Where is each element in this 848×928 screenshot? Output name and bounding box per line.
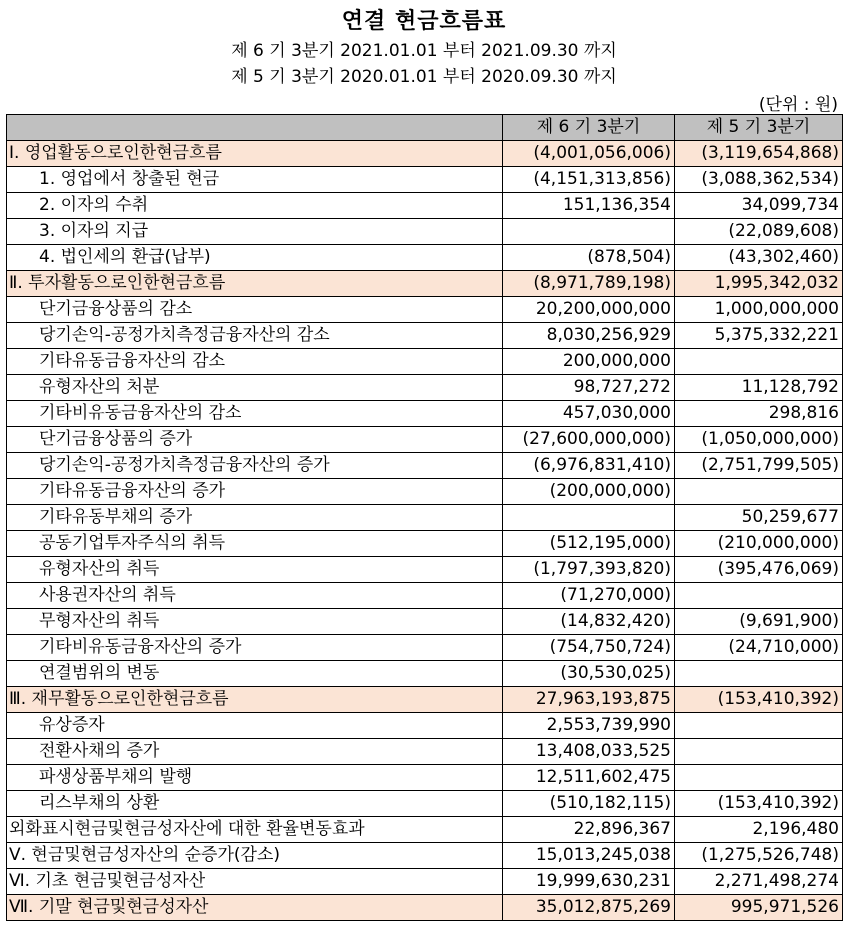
value-prior (675, 739, 843, 765)
value-prior: (3,119,654,868) (675, 141, 843, 167)
row-label: 4. 법인세의 환급(납부) (7, 245, 503, 271)
value-current: (4,001,056,006) (503, 141, 675, 167)
value-prior: (3,088,362,534) (675, 167, 843, 193)
value-prior (675, 583, 843, 609)
value-current: (30,530,025) (503, 661, 675, 687)
row-label: Ⅲ. 재무활동으로인한현금흐름 (7, 687, 503, 713)
table-row (7, 765, 843, 791)
value-current: (14,832,420) (503, 609, 675, 635)
section-row (7, 271, 843, 297)
row-label: 기타유동금융자산의 감소 (7, 349, 503, 375)
value-current: 20,200,000,000 (503, 297, 675, 323)
value-current: 457,030,000 (503, 401, 675, 427)
value-current: (200,000,000) (503, 479, 675, 505)
table-row (7, 245, 843, 271)
value-current: 13,408,033,525 (503, 739, 675, 765)
row-label: 무형자산의 취득 (7, 609, 503, 635)
header-current-period: 제 6 기 3분기 (503, 115, 675, 141)
table-row (7, 609, 843, 635)
row-label: 1. 영업에서 창출된 현금 (7, 167, 503, 193)
table-row (7, 193, 843, 219)
table-row (7, 349, 843, 375)
row-label: 단기금융상품의 증가 (7, 427, 503, 453)
table-header-row (7, 115, 843, 141)
value-current: (878,504) (503, 245, 675, 271)
value-current: 15,013,245,038 (503, 843, 675, 869)
value-prior: (2,751,799,505) (675, 453, 843, 479)
period-current: 제 6 기 3분기 2021.01.01 부터 2021.09.30 까지 (231, 41, 617, 61)
row-label: Ⅰ. 영업활동으로인한현금흐름 (7, 141, 503, 167)
row-label: 유상증자 (7, 713, 503, 739)
row-label: 전환사채의 증가 (7, 739, 503, 765)
value-current: (1,797,393,820) (503, 557, 675, 583)
value-current: 8,030,256,929 (503, 323, 675, 349)
value-current: (71,270,000) (503, 583, 675, 609)
value-prior (675, 661, 843, 687)
value-current (503, 219, 675, 245)
table-row (7, 661, 843, 687)
value-prior (675, 479, 843, 505)
table-row (7, 401, 843, 427)
value-current: (6,976,831,410) (503, 453, 675, 479)
value-prior: 298,816 (675, 401, 843, 427)
table-row (7, 505, 843, 531)
section-row (7, 687, 843, 713)
value-current: 27,963,193,875 (503, 687, 675, 713)
row-label: 기타비유동금융자산의 감소 (7, 401, 503, 427)
value-current: 35,012,875,269 (503, 895, 675, 921)
value-current: 12,511,602,475 (503, 765, 675, 791)
table-row (7, 739, 843, 765)
table-row (7, 323, 843, 349)
table-row (7, 167, 843, 193)
header-prior-period: 제 5 기 3분기 (675, 115, 843, 141)
table-row (7, 531, 843, 557)
value-prior: 2,196,480 (675, 817, 843, 843)
table-row (7, 453, 843, 479)
value-current: 19,999,630,231 (503, 869, 675, 895)
row-label: 기타비유동금융자산의 증가 (7, 635, 503, 661)
value-prior (675, 349, 843, 375)
value-prior: 11,128,792 (675, 375, 843, 401)
value-prior: (22,089,608) (675, 219, 843, 245)
unit-label: (단위 : 원) (758, 95, 838, 115)
row-label: Ⅱ. 투자활동으로인한현금흐름 (7, 271, 503, 297)
value-prior: 50,259,677 (675, 505, 843, 531)
table-row (7, 297, 843, 323)
value-prior: 34,099,734 (675, 193, 843, 219)
value-prior: (43,302,460) (675, 245, 843, 271)
value-prior: 995,971,526 (675, 895, 843, 921)
value-current (503, 505, 675, 531)
cash-flow-table (6, 114, 843, 921)
value-current: (512,195,000) (503, 531, 675, 557)
row-label: 당기손익-공정가치측정금융자산의 증가 (7, 453, 503, 479)
row-label: 기타유동금융자산의 증가 (7, 479, 503, 505)
table-row (7, 427, 843, 453)
value-prior: 5,375,332,221 (675, 323, 843, 349)
value-current: (510,182,115) (503, 791, 675, 817)
value-prior: (153,410,392) (675, 687, 843, 713)
value-prior: (1,275,526,748) (675, 843, 843, 869)
value-prior: (395,476,069) (675, 557, 843, 583)
table-row (7, 869, 843, 895)
table-row (7, 219, 843, 245)
row-label: 기타유동부채의 증가 (7, 505, 503, 531)
row-label: 사용권자산의 취득 (7, 583, 503, 609)
value-prior: (153,410,392) (675, 791, 843, 817)
row-label: 유형자산의 취득 (7, 557, 503, 583)
header-label-cell (7, 115, 503, 141)
table-row (7, 583, 843, 609)
row-label: 리스부채의 상환 (7, 791, 503, 817)
value-current: (8,971,789,198) (503, 271, 675, 297)
statement-title: 연결 현금흐름표 (341, 9, 507, 34)
value-prior: (1,050,000,000) (675, 427, 843, 453)
value-prior: (9,691,900) (675, 609, 843, 635)
value-prior: (210,000,000) (675, 531, 843, 557)
table-body (7, 141, 843, 921)
row-label: 3. 이자의 지급 (7, 219, 503, 245)
value-current: 98,727,272 (503, 375, 675, 401)
value-current: 22,896,367 (503, 817, 675, 843)
table-row (7, 375, 843, 401)
value-prior: 1,995,342,032 (675, 271, 843, 297)
value-current: (4,151,313,856) (503, 167, 675, 193)
table-row (7, 713, 843, 739)
row-label: Ⅶ. 기말 현금및현금성자산 (7, 895, 503, 921)
value-prior: 1,000,000,000 (675, 297, 843, 323)
row-label: Ⅵ. 기초 현금및현금성자산 (7, 869, 503, 895)
table-row (7, 635, 843, 661)
value-prior: (24,710,000) (675, 635, 843, 661)
table-row (7, 479, 843, 505)
value-current: 2,553,739,990 (503, 713, 675, 739)
row-label: Ⅴ. 현금및현금성자산의 순증가(감소) (7, 843, 503, 869)
section-row (7, 895, 843, 921)
table-row (7, 791, 843, 817)
row-label: 파생상품부채의 발행 (7, 765, 503, 791)
row-label: 단기금융상품의 감소 (7, 297, 503, 323)
value-current: 151,136,354 (503, 193, 675, 219)
value-current: (27,600,000,000) (503, 427, 675, 453)
value-current: (754,750,724) (503, 635, 675, 661)
period-prior: 제 5 기 3분기 2020.01.01 부터 2020.09.30 까지 (231, 67, 617, 87)
row-label: 유형자산의 처분 (7, 375, 503, 401)
row-label: 당기손익-공정가치측정금융자산의 감소 (7, 323, 503, 349)
row-label: 연결범위의 변동 (7, 661, 503, 687)
table-row (7, 817, 843, 843)
row-label: 공동기업투자주식의 취득 (7, 531, 503, 557)
value-prior: 2,271,498,274 (675, 869, 843, 895)
value-current: 200,000,000 (503, 349, 675, 375)
table-row (7, 557, 843, 583)
value-prior (675, 713, 843, 739)
section-row (7, 141, 843, 167)
row-label: 2. 이자의 수취 (7, 193, 503, 219)
table-row (7, 843, 843, 869)
row-label: 외화표시현금및현금성자산에 대한 환율변동효과 (7, 817, 503, 843)
value-prior (675, 765, 843, 791)
